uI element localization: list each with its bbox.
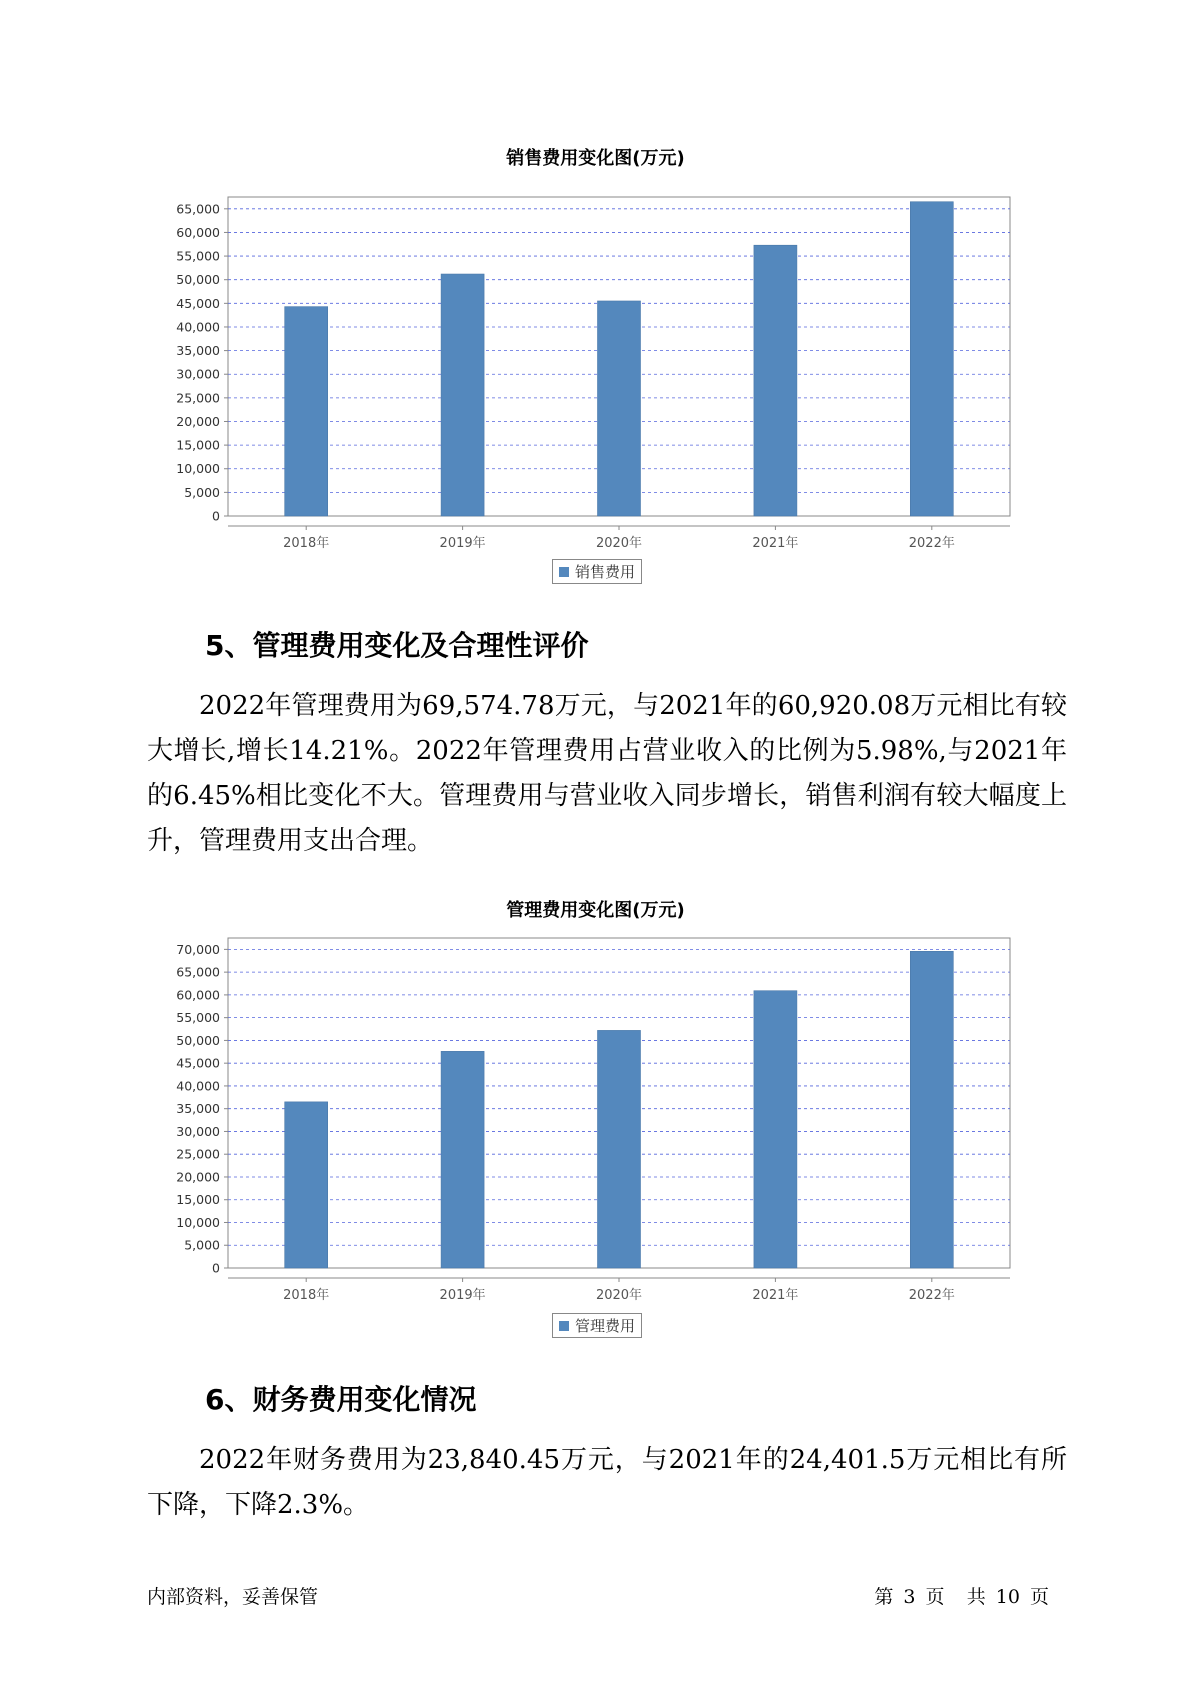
- chart2-y-tick-label: 50,000: [176, 1032, 220, 1048]
- chart2-y-tick-label: 40,000: [176, 1078, 220, 1094]
- chart2-y-tick-label: 55,000: [176, 1010, 220, 1026]
- chart1-y-tick-label: 60,000: [176, 224, 220, 240]
- chart2-y-tick-label: 25,000: [176, 1146, 220, 1162]
- section6-heading: 6、财务费用变化情况: [205, 1383, 477, 1416]
- section5-paragraph: 2022年管理费用为69,574.78万元，与2021年的60,920.08万元相比有较大增长,增长14.21%。2022年管理费用占营业收入的比例为5.98%,与2021年的6.45%相比变化不大。管理费用与营业收入同步增长，销售利润有较大幅度上升，管理费用支出合理。: [147, 691, 1067, 856]
- page-mid: 页: [925, 1586, 945, 1608]
- chart2-x-tick-label: 2021年: [752, 1288, 799, 1303]
- chart2-y-tick-label: 45,000: [176, 1055, 220, 1071]
- section6-paragraph: 2022年财务费用为23,840.45万元，与2021年的24,401.5万元相比有所下降，下降2.3%。: [147, 1445, 1067, 1520]
- page-total: 10: [995, 1586, 1020, 1608]
- chart2-legend: [552, 1313, 642, 1338]
- chart2-y-tick-label: 5,000: [184, 1237, 220, 1253]
- chart2-y-tick-label: 65,000: [176, 964, 220, 980]
- chart1-y-tick-label: 55,000: [176, 248, 220, 264]
- chart1-y-tick-label: 10,000: [176, 461, 220, 477]
- chart1-y-tick-label: 0: [212, 508, 220, 524]
- page-current: 3: [903, 1586, 916, 1608]
- chart1-title: 销售费用变化图(万元): [506, 148, 685, 169]
- total-prefix: 共: [966, 1586, 986, 1608]
- chart2-title: 管理费用变化图(万元): [506, 900, 685, 921]
- chart2-legend-label: 管理费用: [575, 1317, 636, 1335]
- chart1-legend-label: 销售费用: [575, 563, 636, 581]
- chart2-x-tick-label: 2022年: [908, 1288, 955, 1303]
- chart2-bar: [598, 1030, 641, 1268]
- chart1-y-tick-label: 45,000: [176, 295, 220, 311]
- chart1-x-tick-label: 2021年: [752, 536, 799, 551]
- chart2-bar: [754, 991, 797, 1268]
- chart1-y-tick-label: 20,000: [176, 413, 220, 429]
- chart2-bar: [910, 951, 953, 1268]
- chart1-x-tick-label: 2018年: [283, 536, 330, 551]
- footer-confidential-note: 内部资料，妥善保管: [147, 1586, 319, 1608]
- chart2-bar: [285, 1102, 328, 1268]
- total-suffix: 页: [1029, 1586, 1049, 1608]
- chart2-y-tick-label: 60,000: [176, 987, 220, 1003]
- chart1-y-tick-label: 40,000: [176, 319, 220, 335]
- chart2-y-tick-label: 30,000: [176, 1123, 220, 1139]
- chart1-y-tick-label: 65,000: [176, 201, 220, 217]
- chart2-bar: [441, 1051, 484, 1268]
- chart1-x-tick-label: 2019年: [439, 536, 486, 551]
- page-prefix: 第: [874, 1586, 894, 1608]
- chart2-y-tick-label: 15,000: [176, 1192, 220, 1208]
- chart2-y-tick-label: 10,000: [176, 1214, 220, 1230]
- chart1-y-tick-label: 25,000: [176, 390, 220, 406]
- chart2-y-tick-label: 0: [212, 1260, 220, 1276]
- legend-swatch: [559, 1321, 569, 1331]
- chart1-y-tick-label: 5,000: [184, 484, 220, 500]
- chart1-y-tick-label: 30,000: [176, 366, 220, 382]
- chart2-y-tick-label: 20,000: [176, 1169, 220, 1185]
- chart1-x-tick-label: 2020年: [595, 536, 643, 551]
- chart1-y-tick-label: 35,000: [176, 343, 220, 359]
- chart2-y-tick-label: 35,000: [176, 1101, 220, 1117]
- chart2-y-tick-label: 70,000: [176, 941, 220, 957]
- chart1-y-tick-label: 50,000: [176, 272, 220, 288]
- chart2-x-tick-label: 2018年: [283, 1288, 330, 1303]
- chart1-x-tick-label: 2022年: [908, 536, 955, 551]
- section5-heading: 5、管理费用变化及合理性评价: [205, 629, 589, 662]
- chart2-x-tick-label: 2020年: [595, 1288, 643, 1303]
- footer-page-number: [872, 1582, 1051, 1609]
- chart2-x-tick-label: 2019年: [439, 1288, 486, 1303]
- chart1-y-tick-label: 15,000: [176, 437, 220, 453]
